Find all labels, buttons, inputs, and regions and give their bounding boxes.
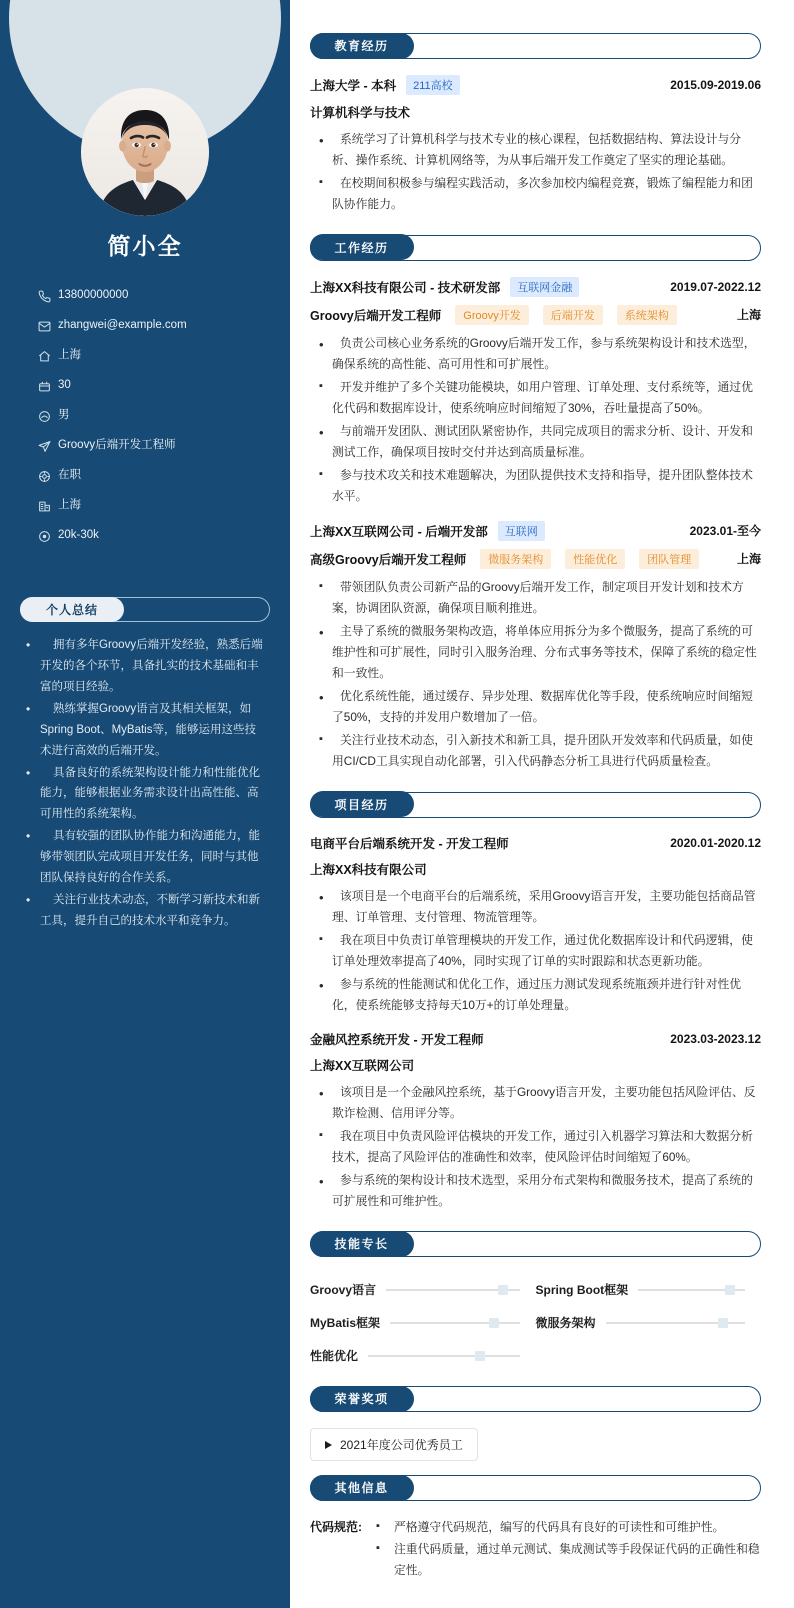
bullet-item: • 与前端开发团队、测试团队紧密协作，共同完成项目的需求分析、设计、开发和测试工作，确保项目按时交付并达到高质量标准。 [332, 421, 761, 463]
work-section-header [310, 235, 761, 261]
work-skill-tag: 性能优化 [565, 549, 625, 569]
skill-item [536, 1306, 762, 1339]
skill-slider[interactable] [386, 1289, 519, 1291]
project-company: 上海XX科技有限公司 [310, 862, 427, 877]
other-section-header [310, 1475, 761, 1501]
summary-item: • 关注行业技术动态，不断学习新技术和新工具，提升自己的技术水平和竞争力。 [40, 890, 266, 932]
bullet-item: ▪ 在校期间积极参与编程实践活动，多次参加校内编程竞赛，锻炼了编程能力和团队协作能力。 [332, 173, 761, 215]
skill-item [310, 1306, 536, 1339]
skill-slider-handle[interactable] [725, 1285, 735, 1295]
education-date: 2015.09-2019.06 [670, 78, 761, 92]
summary-item: • 具备良好的系统架构设计能力和性能优化能力，能够根据业务需求设计出高性能、高可用性的系统架构。 [40, 763, 266, 826]
avatar-photo [81, 88, 209, 216]
education-section [310, 33, 761, 215]
education-school: 上海大学 - 本科 [310, 79, 397, 93]
bullet-item: • 系统学习了计算机科学与技术专业的核心课程，包括数据结构、算法设计与分析、操作系统、计算机网络等，为从事后端开发工作奠定了坚实的理论基础。 [332, 129, 761, 171]
work-bullets [310, 577, 761, 772]
job-icon [38, 440, 58, 453]
bullet-item: • 主导了系统的微服务架构改造，将单体应用拆分为多个微服务，提高了系统的可维护性和可扩展性，同时引入服务治理、分布式事务等技术，保障了系统的稳定性和一致性。 [332, 621, 761, 684]
summary-item: • 拥有多年Groovy后端开发经验，熟悉后端开发的各个环节，具备扎实的技术基础和丰富的项目经验。 [40, 635, 266, 698]
bullet-item: ▪ 关注行业技术动态，引入新技术和新工具，提升团队开发效率和代码质量，如使用CI/CD工具实现自动化部署，引入代码静态分析工具进行代码质量检查。 [332, 730, 761, 772]
skills-section-title: 技能专长 [310, 1231, 414, 1257]
status-icon [38, 470, 58, 483]
contact-phone-value: 13800000000 [58, 289, 129, 302]
work-position: Groovy后端开发工程师 [310, 308, 442, 323]
contact-job [38, 433, 282, 459]
work-position: 高级Groovy后端开发工程师 [310, 552, 467, 567]
project-entry-headline [310, 834, 761, 852]
calendar-icon [38, 380, 58, 393]
awards-section [310, 1386, 761, 1461]
bullet-item: • 参与系统的架构设计和技术选型，采用分布式架构和微服务技术，提高了系统的可扩展性和可维护性。 [332, 1170, 761, 1212]
other-value-item: ▪ 注重代码质量，通过单元测试、集成测试等手段保证代码的正确性和稳定性。 [372, 1539, 761, 1581]
summary-section [0, 597, 290, 933]
email-icon [38, 320, 58, 333]
work-skill-tag: 系统架构 [617, 305, 677, 325]
work-skill-tag: 团队管理 [639, 549, 699, 569]
work-location: 上海 [736, 308, 761, 323]
contact-home-value: 上海 [58, 349, 81, 362]
skill-slider[interactable] [638, 1289, 745, 1291]
work-skill-tag: 后端开发 [543, 305, 603, 325]
work-entry-headline [310, 521, 761, 541]
skill-slider-handle[interactable] [475, 1351, 485, 1361]
bullet-item: • 负责公司核心业务系统的Groovy后端开发工作，参与系统架构设计和技术选型，确保系统的高性能、高可用性和可扩展性。 [332, 333, 761, 375]
award-label: 2021年度公司优秀员工 [340, 1438, 463, 1453]
work-entry [310, 521, 761, 772]
work-date: 2019.07-2022.12 [670, 279, 761, 294]
work-entry [310, 277, 761, 507]
other-row [310, 1517, 761, 1582]
education-section-header [310, 33, 761, 59]
avatar [81, 88, 209, 216]
bullet-item: • 该项目是一个金融风控系统，基于Groovy语言开发，主要功能包括风险评估、反欺诈检测、信用评分等。 [332, 1082, 761, 1124]
person-name: 简小全 [107, 233, 183, 259]
skills-grid [310, 1273, 761, 1372]
contact-gender [38, 403, 282, 429]
other-section-title: 其他信息 [310, 1475, 414, 1501]
projects-section [310, 792, 761, 1212]
city-icon [38, 500, 58, 513]
skill-slider[interactable] [368, 1355, 519, 1357]
work-section-title: 工作经历 [310, 234, 414, 260]
work-company: 上海XX互联网公司 - 后端开发部 [310, 524, 488, 539]
other-values [362, 1517, 761, 1582]
skill-item [536, 1273, 762, 1306]
skills-section-header [310, 1231, 761, 1257]
work-entry-position-line [310, 549, 761, 569]
education-entry [310, 75, 761, 215]
summary-item: • 熟练掌握Groovy语言及其相关框架，如Spring Boot、MyBatis等，能够运用这些技术进行高效的后端开发。 [40, 699, 266, 762]
work-section [310, 235, 761, 772]
work-entry-position-line [310, 305, 761, 325]
bullet-item: • 优化系统性能，通过缓存、异步处理、数据库优化等手段，使系统响应时间缩短了50%，支持的并发用户数增加了一倍。 [332, 686, 761, 728]
home-icon [38, 350, 58, 363]
contact-phone [38, 283, 282, 309]
project-entry [310, 1030, 761, 1212]
skill-label: Groovy语言 [310, 1283, 377, 1298]
awards-section-header [310, 1386, 761, 1412]
skill-slider-handle[interactable] [718, 1318, 728, 1328]
skill-slider-handle[interactable] [498, 1285, 508, 1295]
work-date: 2023.01-至今 [689, 524, 761, 539]
contact-city-value: 上海 [58, 499, 81, 512]
project-entry [310, 834, 761, 1016]
play-triangle-icon [325, 1441, 332, 1449]
other-section [310, 1475, 761, 1582]
summary-item: • 具有较强的团队协作能力和沟通能力，能够带领团队完成项目开发任务，同时与其他团队保持良好的合作关系。 [40, 826, 266, 889]
projects-section-header [310, 792, 761, 818]
contact-list [38, 283, 282, 553]
project-entry-headline [310, 1030, 761, 1048]
work-location: 上海 [736, 552, 761, 567]
contact-status [38, 463, 282, 489]
project-bullets [310, 1082, 761, 1212]
contact-salary-value: 20k-30k [58, 529, 99, 542]
skill-slider[interactable] [606, 1322, 745, 1324]
bullet-item: ▪ 开发并维护了多个关键功能模块，如用户管理、订单处理、支付系统等，通过优化代码和数据库设计，使系统响应时间缩短了30%，吞吐量提高了50%。 [332, 377, 761, 419]
work-industry-tag: 互联网金融 [510, 277, 579, 297]
education-bullets [310, 129, 761, 215]
education-entry-headline [310, 75, 761, 95]
phone-icon [38, 290, 58, 303]
contact-age-value: 30 [58, 379, 71, 392]
summary-section-title: 个人总结 [20, 597, 124, 622]
skills-section [310, 1231, 761, 1372]
contact-job-value: Groovy后端开发工程师 [58, 439, 176, 452]
summary-section-header [20, 597, 270, 622]
education-tag: 211高校 [406, 75, 460, 95]
other-key: 代码规范: [310, 1520, 362, 1535]
sidebar [0, 0, 290, 1608]
work-company: 上海XX科技有限公司 - 技术研发部 [310, 280, 501, 295]
awards-section-title: 荣誉奖项 [310, 1386, 414, 1412]
project-company: 上海XX互联网公司 [310, 1058, 415, 1073]
contact-gender-value: 男 [58, 409, 70, 422]
skill-label: Spring Boot框架 [535, 1283, 629, 1298]
contact-email [38, 313, 282, 339]
salary-icon [38, 530, 58, 543]
contact-home [38, 343, 282, 369]
project-bullets [310, 886, 761, 1016]
contact-city [38, 493, 282, 519]
education-major: 计算机科学与技术 [310, 106, 411, 120]
work-skill-tag: 微服务架构 [480, 549, 551, 569]
work-entry-headline [310, 277, 761, 297]
work-industry-tag: 互联网 [498, 521, 545, 541]
main-content [290, 0, 794, 1608]
bullet-item: ▪ 我在项目中负责订单管理模块的开发工作，通过优化数据库设计和代码逻辑，使订单处理效率提高了40%，同时实现了订单的实时跟踪和状态更新功能。 [332, 930, 761, 972]
contact-salary [38, 523, 282, 549]
skill-item [310, 1339, 536, 1372]
skill-slider-handle[interactable] [489, 1318, 499, 1328]
bullet-item: ▪ 带领团队负责公司新产品的Groovy后端开发工作，制定项目开发计划和技术方案，协调团队资源，确保项目顺利推进。 [332, 577, 761, 619]
work-skill-tag: Groovy开发 [455, 305, 528, 325]
project-title: 电商平台后端系统开发 - 开发工程师 [310, 836, 509, 851]
project-date: 2023.03-2023.12 [670, 1031, 761, 1046]
bullet-item: ▪ 参与技术攻关和技术难题解决，为团队提供技术支持和指导，提升团队整体技术水平。 [332, 465, 761, 507]
skill-label: MyBatis框架 [310, 1316, 381, 1331]
bullet-item: • 参与系统的性能测试和优化工作，通过压力测试发现系统瓶颈并进行针对性优化，使系统能够支持每天10万+的订单处理量。 [332, 974, 761, 1016]
skill-item [310, 1273, 536, 1306]
skill-slider[interactable] [390, 1322, 519, 1324]
contact-age [38, 373, 282, 399]
education-section-title: 教育经历 [310, 33, 414, 59]
other-value-item: ▪ 严格遵守代码规范，编写的代码具有良好的可读性和可维护性。 [372, 1517, 761, 1538]
contact-email-value: zhangwei@example.com [58, 319, 187, 332]
gender-icon [38, 410, 58, 423]
award-item[interactable] [310, 1428, 478, 1461]
skill-label: 性能优化 [310, 1349, 359, 1364]
bullet-item: ▪ 我在项目中负责风险评估模块的开发工作，通过引入机器学习算法和大数据分析技术，提高了风险评估的准确性和效率，使风险评估时间缩短了60%。 [332, 1126, 761, 1168]
bullet-item: • 该项目是一个电商平台的后端系统，采用Groovy语言开发，主要功能包括商品管理、订单管理、支付管理、物流管理等。 [332, 886, 761, 928]
skill-label: 微服务架构 [535, 1316, 596, 1331]
project-date: 2020.01-2020.12 [670, 835, 761, 850]
contact-status-value: 在职 [58, 469, 81, 482]
work-bullets [310, 333, 761, 507]
summary-list [0, 635, 290, 932]
project-title: 金融风控系统开发 - 开发工程师 [310, 1032, 484, 1047]
projects-section-title: 项目经历 [310, 791, 414, 817]
